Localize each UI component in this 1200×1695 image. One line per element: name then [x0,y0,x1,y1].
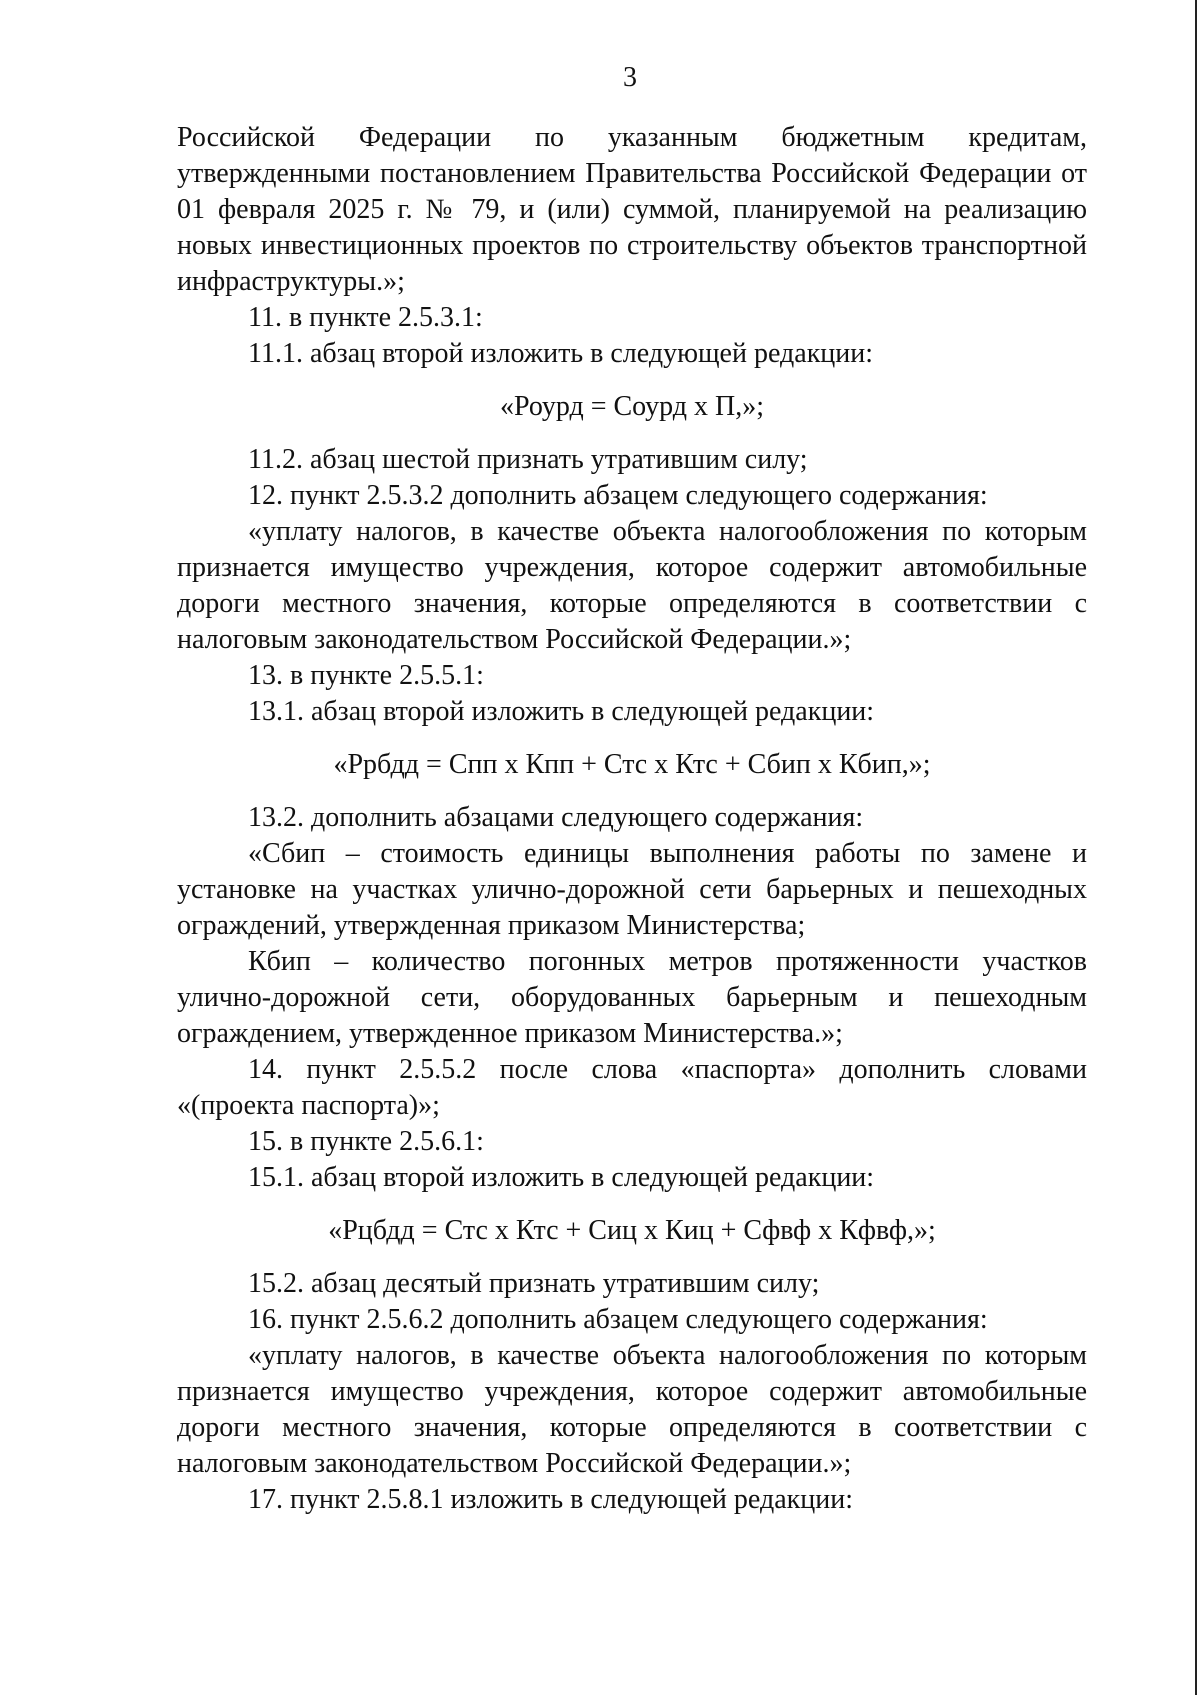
formula: «Ррбдд = Спп х Кпп + Стс х Ктс + Сбип х Кбип,»; [333,749,931,780]
paragraph: 15. в пункте 2.5.6.1: [248,1126,484,1157]
paragraph: 11.1. абзац второй изложить в следующей редакции: [248,338,874,369]
paragraph: 17. пункт 2.5.8.1 изложить в следующей редакции: [248,1484,853,1515]
paragraph: 13. в пункте 2.5.5.1: [248,660,484,691]
paragraph: Кбип – количество погонных метров протяженности участков улично-дорожной сети, оборудованных барьерным и пешеходным ограждением, утвержденное приказом Министерства.»; [177,946,1087,1049]
paragraph: 11.2. абзац шестой признать утратившим силу; [248,444,808,475]
formula: «Рцбдд = Стс х Ктс + Сиц х Киц + Сфвф х Кфвф,»; [328,1215,936,1246]
page-edge-line [1195,0,1197,1695]
paragraph: 12. пункт 2.5.3.2 дополнить абзацем следующего содержания: [248,480,988,511]
document-body [177,120,1087,1518]
page-number: 3 [623,62,637,93]
formula: «Роурд = Соурд х П,»; [500,391,764,422]
paragraph: «Сбип – стоимость единицы выполнения работы по замене и установке на участках улично-дорожной сети барьерных и пешеходных ограждений, утвержденная приказом Министерства; [177,838,1087,941]
paragraph: 16. пункт 2.5.6.2 дополнить абзацем следующего содержания: [248,1304,988,1335]
paragraph: 13.1. абзац второй изложить в следующей редакции: [248,696,875,727]
paragraph: «уплату налогов, в качестве объекта налогообложения по которым признается имущество учреждения, которое содержит автомобильные дороги местного значения, которые определяются в соответствии с налоговым законодательством Российской Федерации.»; [177,1340,1087,1479]
paragraph: 11. в пункте 2.5.3.1: [248,302,483,333]
paragraph: 15.1. абзац второй изложить в следующей редакции: [248,1162,875,1193]
paragraph: 13.2. дополнить абзацами следующего содержания: [248,802,864,833]
paragraph: 15.2. абзац десятый признать утратившим силу; [248,1268,820,1299]
paragraph: 14. пункт 2.5.5.2 после слова «паспорта» дополнить словами «(проекта паспорта)»; [177,1054,1087,1121]
paragraph: «уплату налогов, в качестве объекта налогообложения по которым признается имущество учреждения, которое содержит автомобильные дороги местного значения, которые определяются в соответствии с налоговым законодательством Российской Федерации.»; [177,516,1087,655]
paragraph: Российской Федерации по указанным бюджетным кредитам, утвержденными постановлением Правительства Российской Федерации от 01 февраля 2025 г. № 79, и (или) суммой, планируемой на реализацию новых инвестиционных проектов по строительству объектов транспортной инфраструктуры.»; [177,122,1087,297]
